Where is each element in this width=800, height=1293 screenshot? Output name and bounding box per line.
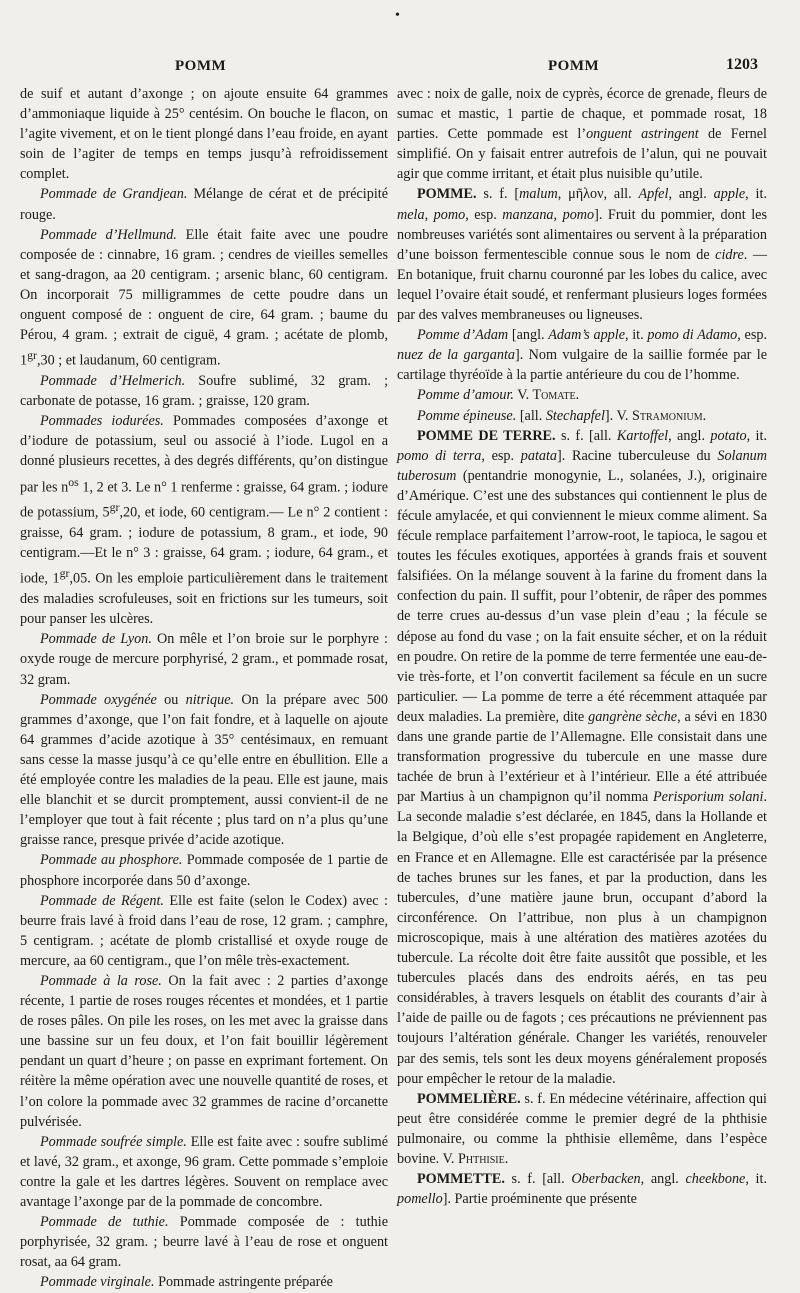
dictionary-paragraph: POMME. s. f. [malum, μῆλον, all. Apfel, angl. apple, it. mela, pomo, esp. manzana, pomo]. Fruit du pommier, dont les nombreuses variétés sont alimentaires ou servent à la préparation d’une boisson fermentescible connue sous le nom de cidre. — En botanique, fruit charnu couronné par les lobes du calice, avec lequel l’ovaire était soudé, et renfermant plusieurs loges formées par des valves membraneuses ou ligneuses. [397,186,768,324]
dictionary-paragraph: Pommade soufrée simple. Elle est faite avec : soufre sublimé et lavé, 32 gram., et axonge, 96 gram. Cette pommade s’emploie contre la gale et les dartres légères. Souvent on remplace avec avantage l’axonge par de la pommade de concombre. [20,1133,388,1210]
dictionary-paragraph: Pommade d’Helmerich. Soufre sublimé, 32 gram. ; carbonate de potasse, 16 gram. ; graisse, 120 gram. [20,373,389,410]
dictionary-paragraph: Pomme d’amour. V. Tomate. [417,387,580,404]
dictionary-paragraph: Pomme épineuse. [all. Stechapfel]. V. Stramonium. [417,407,707,424]
dictionary-paragraph: de suif et autant d’axonge ; on ajoute ensuite 64 grammes d’ammoniaque liquide à 25° centésim. On bouche le flacon, on l’agite vivement, et on le tient plongé dans l’eau froide, en ayant soin de l’agiter de temps en temps jusqu’à refroidissement complet. [20,86,388,183]
running-head-left: POMM [175,58,227,74]
dictionary-paragraph: Pommade de Régent. Elle est faite (selon le Codex) avec : beurre frais lavé à froid dans l’eau de rose, 12 gram. ; camphre, 5 centigram. ; acétate de plomb cristallisé et oxyde rouge de mercure, aa 60 centigram., que l’on mêle très-exactement. [20,892,388,969]
right-column [397,84,767,1209]
dictionary-paragraph: Pommade d’Hellmund. Elle était faite avec une poudre composée de : cinnabre, 16 gram. ; cendres de vieilles semelles et sang-dragon, aa 20 centigram. ; arsenic blanc, 60 centigram. On incorporait 75 milligrammes de cette poudre dans un onguent composé de : onguent de cire, 64 gram. ; baume du Pérou, 4 gram. ; extrait de ciguë, 4 gram. ; acétate de plomb, $1^{gr},30$ ; et laudanum, 60 centigram. [20,226,388,369]
dictionary-paragraph: Pommade à la rose. On la fait avec : 2 parties d’axonge récente, 1 partie de roses rouges récentes et mondées, et 1 partie de roses pâles. On pile les roses, on les met avec la graisse dans une bassine sur un feu doux, et l’on fait bouillir légèrement pendant un quart d’heure ; on passe en exprimant fortement. On réitère la même opération avec une nouvelle quantité de roses, et l’on colore la pommade avec 32 grammes de racine d’orcanette pulvérisée. [20,972,388,1130]
dictionary-paragraph: Pommade oxygénée ou nitrique. On la prépare avec 500 grammes d’axonge, que l’on fait fondre, et à laquelle on ajoute 64 grammes d’acide azotique à 35° centésimaux, en remuant sans cesse la masse jusqu’à ce qu’elle entre en ébullition. Elle a été employée contre les maladies de la peau. Elle est jaune, mais elle blanchit et se durcit promptement, aussi convient-il de ne l’employer que tout à fait récente ; plus tard on n’a plus qu’une graisse rance, presque privée d’acide azotique. [20,691,388,849]
dictionary-paragraph: Pommade virginale. Pommade astringente préparée [40,1274,333,1291]
dictionary-paragraph: POMMELIÈRE. s. f. En médecine vétérinaire, affection qui peut être considérée comme le premier degré de la phthisie pulmonaire, ou comme la phthisie ellemême, dans l’espèce bovine. V. Phthisie. [397,1090,767,1167]
dictionary-paragraph: avec : noix de galle, noix de cyprès, écorce de grenade, fleurs de sumac et mastic, 1 partie de chaque, et pommade rosat, 18 parties. Cette pommade est l’onguent astringent de Fernel simplifié. On y faisait entrer autrefois de l’alun, qui ne pouvait agir que comme irritant, et était plus nuisible qu’utile. [397,86,767,183]
dictionary-paragraph: Pomme d’Adam [angl. Adam’s apple, it. pomo di Adamo, esp. nuez de la garganta]. Nom vulgaire de la saillie formée par le cartilage thyréoïde à la partie antérieure du cou de l’homme. [397,327,767,384]
dictionary-paragraph: Pommades iodurées. Pommades composées d’axonge et d’iodure de potassium, seul ou associé à l’iode. Lugol en a donné plusieurs recettes, à des degrés différents, qu’on distingue par les $n^{os}$ 1, 2 et 3. Le n° 1 renferme : graisse, 64 gram. ; iodure de potassium, $5^{gr},20$, et iode, 60 centigram.— Le n° 2 contient : graisse, 64 gram. ; iodure de potassium, 8 gram., et iode, 90 centigram.—Et le n° 3 : graisse, 64 gram. ; iodure, 64 gram., et iode, $1^{gr},05$. On les emploie particulièrement dans le traitement des maladies scrofuleuses, soit en frictions sur les tumeurs, soit pour panser les ulcères. [20,413,389,628]
dictionary-paragraph: Pommade de tuthie. Pommade composée de : tuthie porphyrisée, 32 gram. ; beurre lavé à l’eau de rose et onguent rosat, aa 64 gram. [20,1214,388,1271]
left-column [20,84,388,1292]
top-mark: • [395,8,400,23]
dictionary-paragraph: Pommade de Lyon. On mêle et l’on broie sur le porphyre : oxyde rouge de mercure porphyrisé, 2 gram., et pommade rosat, 32 gram. [20,631,388,688]
running-head-right: POMM [548,58,600,74]
dictionary-paragraph: POMME DE TERRE. s. f. [all. Kartoffel, angl. potato, it. pomo di terra, esp. patata]. Racine tuberculeuse du Solanum tuberosum (pentandrie monogynie, L., solanées, J.), originaire d’Amérique. C’est une des substances qui contiennent le plus de fécule amylacée, et qui conviennent le mieux comme aliment. Sa fécule remplace parfaitement l’arrow-root, le tapioca, le sagou et toutes les fécules exotiques, apportées à grands frais et souvent falsifiées. On la mélange souvent à la farine du froment dans la confection du pain. Il suffit, pour l’obtenir, de râper des pommes de terre crues au-dessus d’un vase plein d’eau ; la fécule se dépose au fond du vase ; on la fait ensuite sécher, et on la réduit en poudre. On retire de la pomme de terre fermentée une eau-de-vie très-forte, et l’on convertit facilement sa fécule en un sucre particulier. — La pomme de terre a été récemment attaquée par deux maladies. La première, dite gangrène sèche, a sévi en 1830 dans une grande partie de l’Allemagne. Elle consistait dans une transformation progressive du tubercule en une masse dure tachée de brun à l’extérieur et à l’intérieur. Elle a été attribuée par Martius à un champignon qu’il nomma Perisporium solani. La seconde maladie s’est déclarée, en 1845, dans la Hollande et la Belgique, d’où elle s’est propagée rapidement en Angleterre, en France et en Allemagne. Elle est caractérisée par la présence de taches brunes sur les fanes, et par la production, dans les tubercules, d’une matière jaune brun, occupant d’abord la circonférence. On l’attribue, non plus à un champignon microscopique, mais à une altération des matières azotées du tubercule. La récolte doit être faite aussitôt que possible, et les tubercules placés dans des endroits aérés, en tas peu considérables, à travers lesquels on établit des courants d’air à l’aide de paille ou de fagots ; ces précautions ne préviennent pas toujours l’altération générale. Changer les variétés, renouveler par des semis, tels sont les deux moyens généralement proposés pour empêcher le retour de la maladie. [397,427,768,1087]
dictionary-paragraph: Pommade au phosphore. Pommade composée de 1 partie de phosphore incorporée dans 50 d’axonge. [20,852,388,889]
page-number: 1203 [726,56,758,73]
dictionary-paragraph: POMMETTE. s. f. [all. Oberbacken, angl. cheekbone, it. pomello]. Partie proéminente que présente [397,1171,767,1208]
dictionary-paragraph: Pommade de Grandjean. Mélange de cérat et de précipité rouge. [20,186,388,223]
